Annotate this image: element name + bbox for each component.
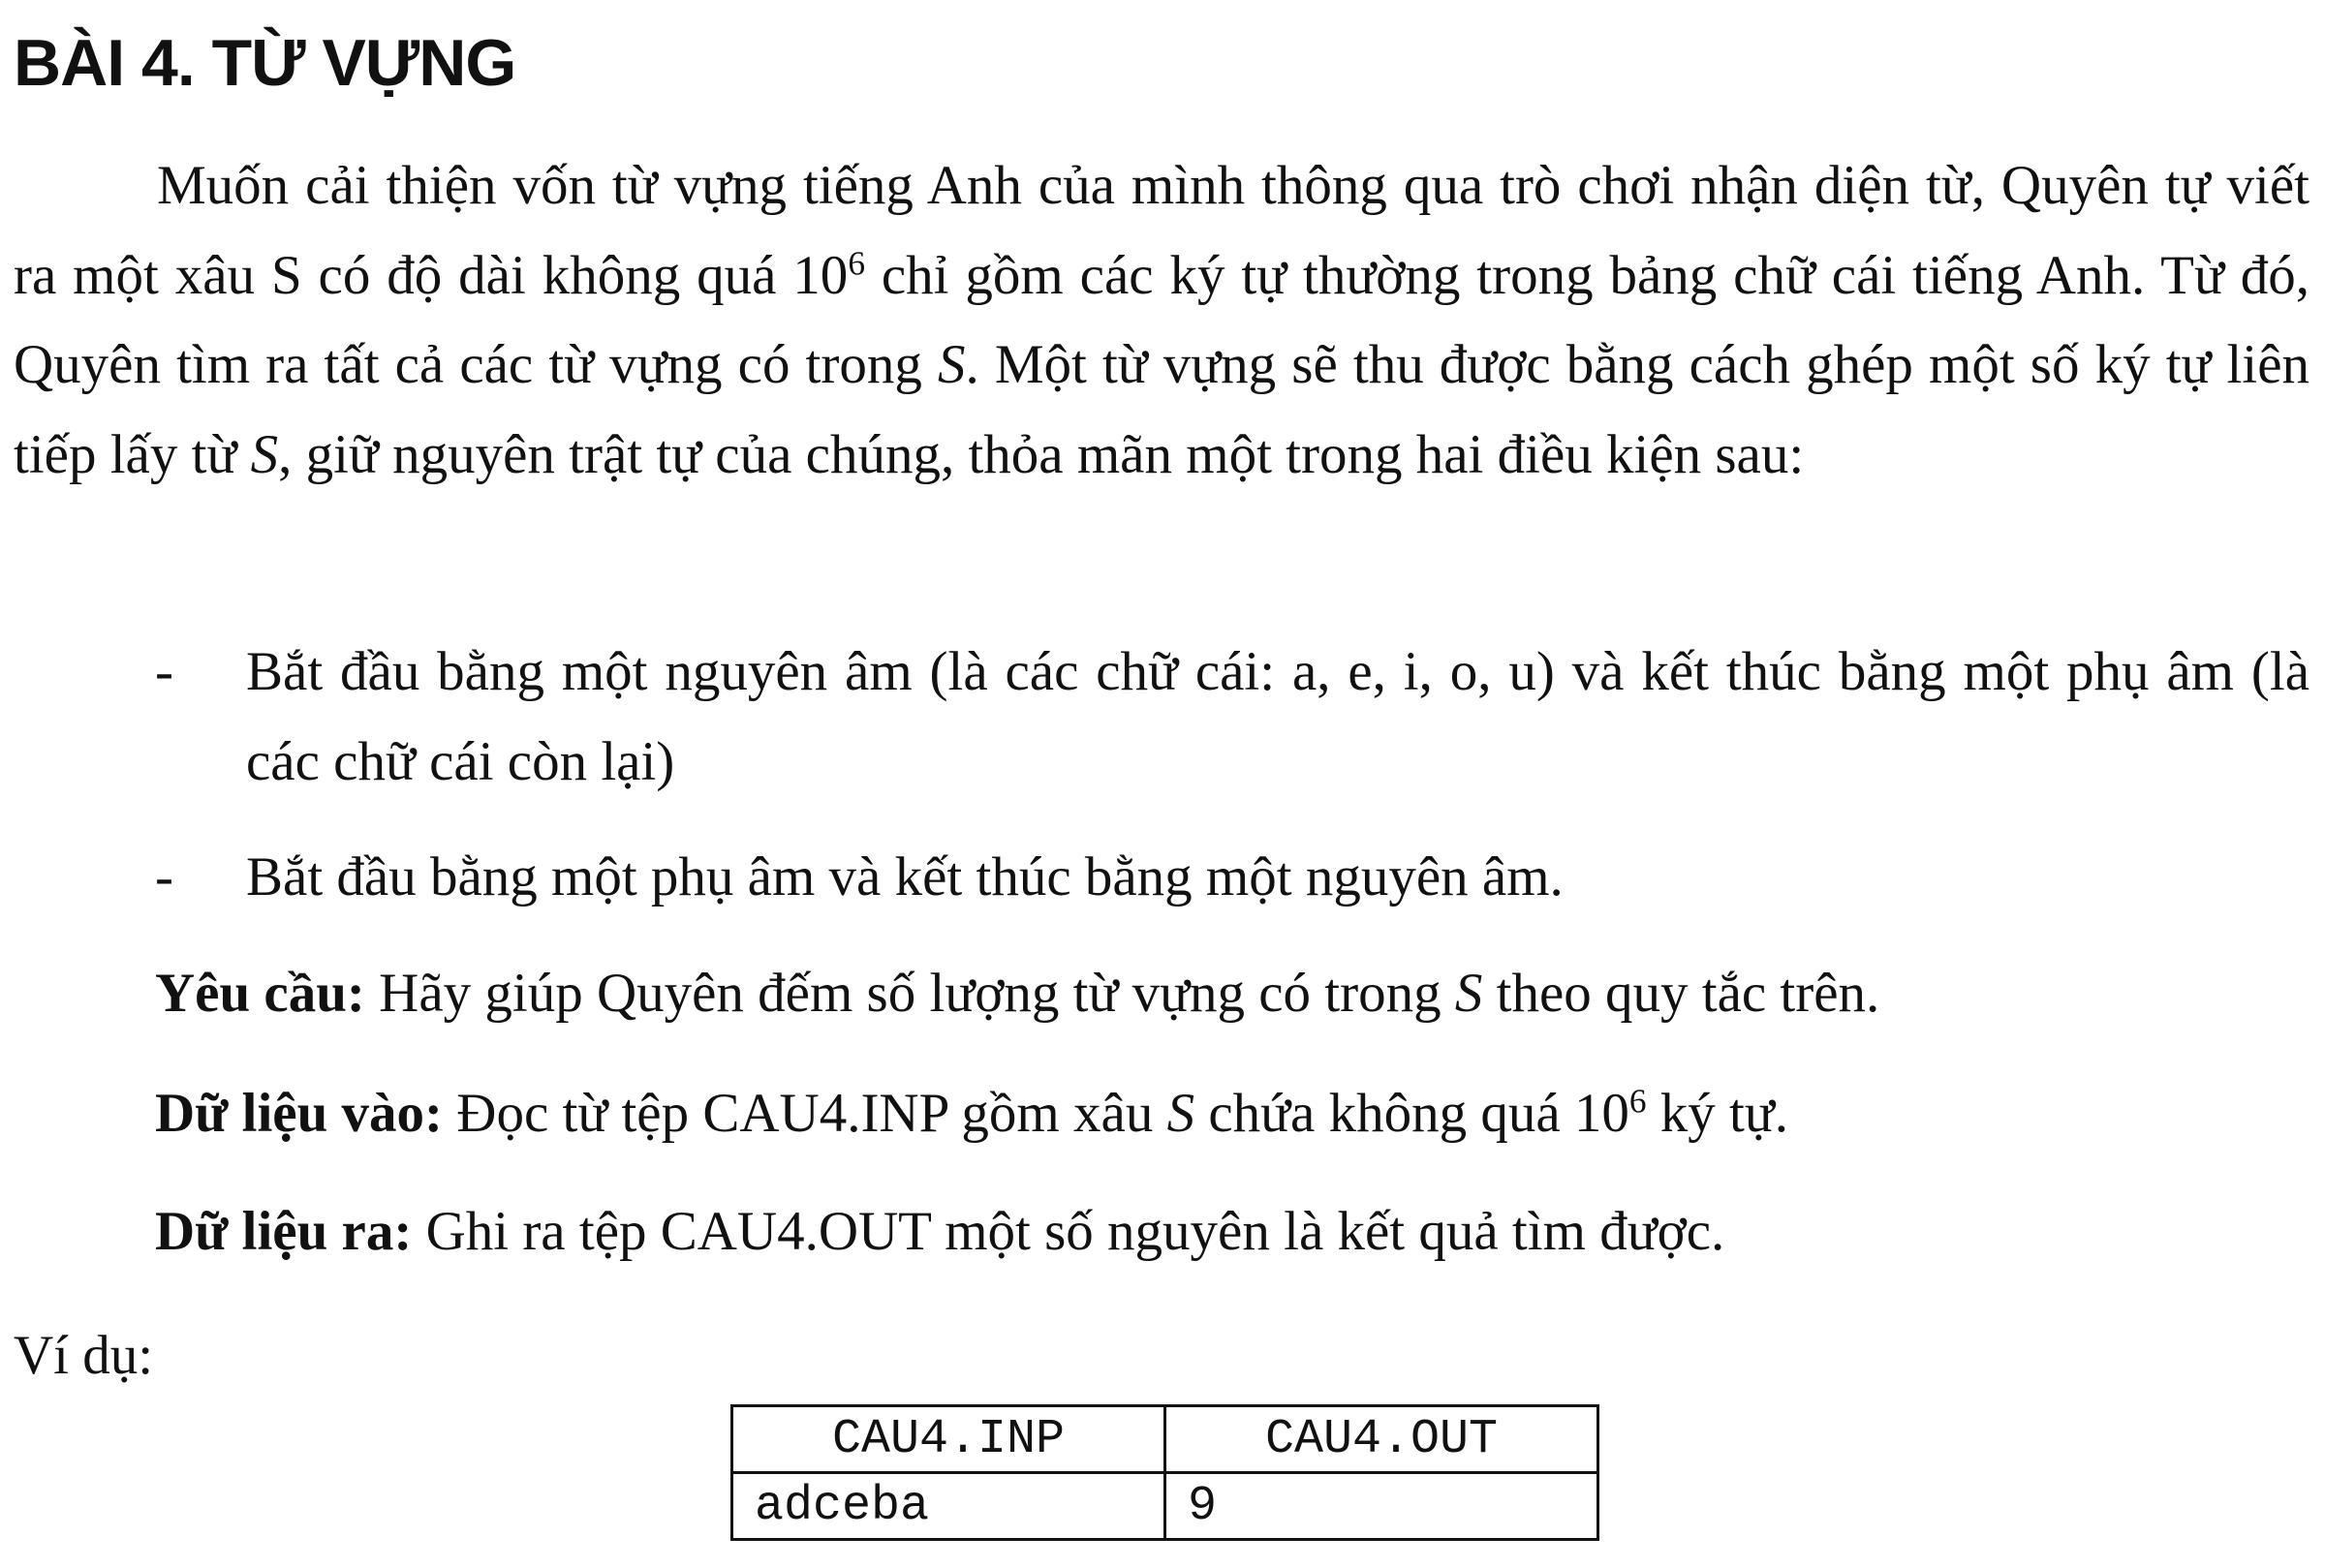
requirement-line	[155, 949, 1879, 1039]
requirement-text: Hãy giúp Quyên đếm số lượng từ vựng có trong	[364, 963, 1455, 1024]
requirement-label: Yêu cầu:	[155, 963, 365, 1024]
condition-text: Bắt đầu bằng một nguyên âm (là các chữ cái: a, e, i, o, u) và kết thúc bằng một phụ âm (là các chữ cái còn lại)	[246, 641, 2310, 792]
variable-s: S	[1454, 963, 1483, 1024]
bullet-dash: -	[155, 641, 173, 702]
condition-text: Bắt đầu bằng một phụ âm và kết thúc bằng một nguyên âm.	[246, 846, 1564, 907]
cell-input-value: adceba	[732, 1473, 1165, 1540]
variable-s: S	[937, 334, 966, 395]
output-spec-line	[155, 1187, 1724, 1277]
output-spec-label: Dữ liệu ra:	[155, 1201, 413, 1262]
requirement-text-end: theo quy tắc trên.	[1482, 963, 1880, 1024]
problem-statement	[14, 141, 2310, 500]
output-spec-text: Ghi ra tệp CAU4.OUT một số nguyên là kết quả tìm được.	[412, 1201, 1725, 1262]
header-output-file: CAU4.OUT	[1165, 1406, 1598, 1473]
exponent: 6	[1628, 1082, 1647, 1121]
input-spec-text-end: ký tự.	[1646, 1083, 1789, 1144]
table-header-row	[732, 1406, 1598, 1473]
example-table	[730, 1404, 1599, 1541]
table-row	[732, 1473, 1598, 1540]
variable-s: S	[250, 423, 279, 485]
condition-item	[155, 833, 2310, 923]
condition-item	[155, 628, 2310, 807]
bullet-dash: -	[155, 846, 173, 907]
input-spec-label: Dữ liệu vào:	[155, 1083, 444, 1144]
input-spec-line	[155, 1069, 1788, 1159]
problem-title: BÀI 4. TỪ VỰNG	[14, 26, 516, 100]
exponent: 6	[848, 244, 865, 283]
statement-text-4: , giữ nguyên trật tự của chúng, thỏa mãn một trong hai điều kiện sau:	[278, 423, 1805, 485]
statement-text-3: . Một từ vựng sẽ thu được bằng cách ghép một số ký tự liên tiếp lấy từ	[14, 334, 2310, 485]
statement-text-2: chỉ gồm các ký tự thường trong bảng chữ cái tiếng Anh. Từ đó, Quyên tìm ra tất cả các từ vựng có trong	[14, 244, 2310, 395]
input-spec-text-mid: chứa không quá 10	[1194, 1083, 1629, 1144]
variable-s: S	[1166, 1083, 1195, 1144]
statement-text-1: Muốn cải thiện vốn từ vựng tiếng Anh của mình thông qua trò chơi nhận diện từ, Quyên tự viết ra một xâu S có độ dài không quá 10	[14, 155, 2310, 306]
cell-output-value: 9	[1165, 1473, 1598, 1540]
example-label: Ví dụ:	[14, 1325, 154, 1386]
header-input-file: CAU4.INP	[732, 1406, 1165, 1473]
input-spec-text: Đọc từ tệp CAU4.INP gồm xâu	[443, 1083, 1167, 1144]
